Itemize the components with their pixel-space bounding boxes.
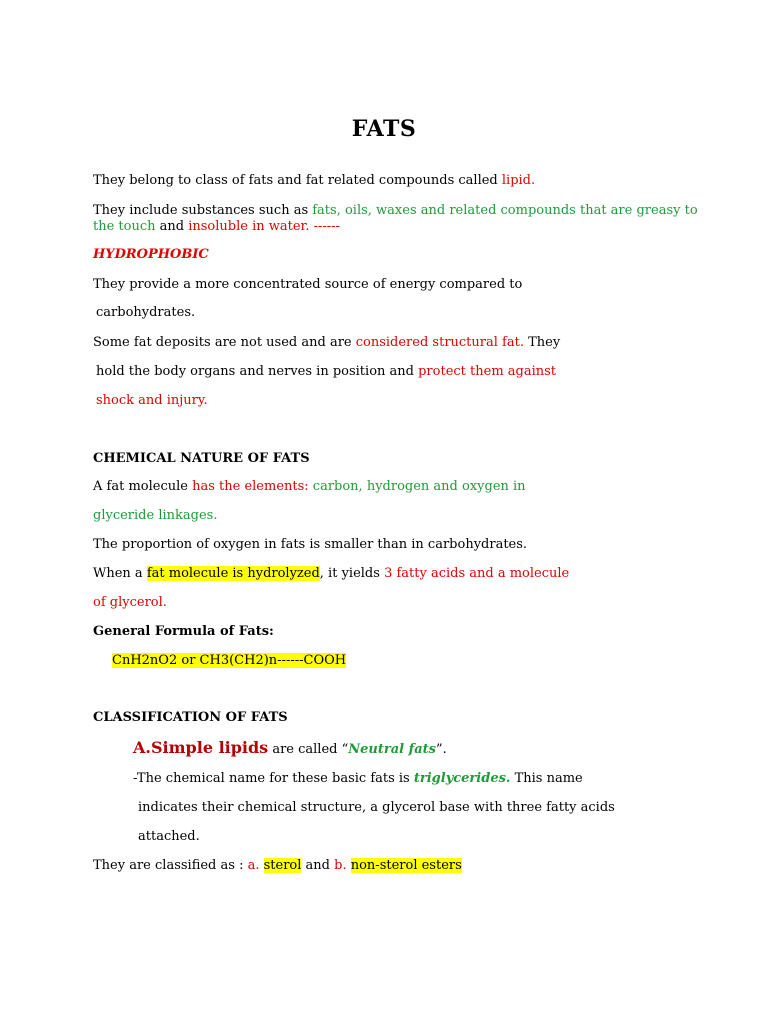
- term-has-elements: has the elements:: [192, 479, 309, 494]
- hydrophobic-label: HYDROPHOBIC: [93, 247, 209, 262]
- paragraph-oxygen: The proportion of oxygen in fats is smaller than in carbohydrates.: [93, 537, 528, 552]
- paragraph-triglycerides-line3: attached.: [138, 829, 200, 844]
- term-touch: the touch: [93, 219, 156, 234]
- term-substances: fats, oils, waxes and related compounds that are greasy to: [312, 203, 698, 218]
- text: They are classified as :: [93, 858, 248, 873]
- formula: [112, 652, 346, 670]
- text: They include substances such as: [93, 203, 313, 218]
- highlight-formula: CnH2nO2 or CH3(CH2)n------COOH: [112, 653, 347, 668]
- paragraph-triglycerides-line1: [133, 770, 583, 788]
- text: and: [155, 219, 189, 234]
- paragraph-elements-line1: [93, 478, 526, 496]
- simple-lipids-line: [133, 739, 447, 759]
- term-insoluble: insoluble in water. ------: [188, 219, 340, 234]
- section-heading-classification: CLASSIFICATION OF FATS: [93, 710, 288, 725]
- paragraph-elements-line2: glyceride linkages.: [93, 508, 218, 523]
- label-b: b.: [334, 858, 347, 873]
- text: hold the body organs and nerves in position and: [96, 364, 419, 379]
- paragraph-triglycerides-line2: indicates their chemical structure, a glycerol base with three fatty acids: [138, 800, 615, 815]
- paragraph-energy-line1: They provide a more concentrated source of energy compared to: [93, 277, 523, 292]
- text: -The chemical name for these basic fats is: [133, 771, 414, 786]
- text: They belong to class of fats and fat related compounds called: [93, 173, 502, 188]
- text: A fat molecule: [93, 479, 193, 494]
- text: and: [301, 858, 335, 873]
- term-elements: carbon, hydrogen and oxygen in: [308, 479, 526, 494]
- text: ”.: [435, 742, 447, 757]
- text: This name: [510, 771, 583, 786]
- text: , it yields: [319, 566, 385, 581]
- paragraph-hydrolysis-line2: of glycerol.: [93, 595, 167, 610]
- text: are called “: [268, 742, 349, 757]
- term-protect: protect them against: [418, 364, 557, 379]
- formula-heading: General Formula of Fats:: [93, 624, 274, 639]
- paragraph-lipid: [93, 172, 535, 190]
- term-triglycerides: triglycerides.: [413, 771, 511, 786]
- highlight-hydrolyzed: fat molecule is hydrolyzed: [146, 566, 320, 581]
- paragraph-structural-line3: shock and injury.: [96, 393, 208, 408]
- text: When a: [93, 566, 147, 581]
- text: Some fat deposits are not used and are: [93, 335, 356, 350]
- term-structural-fat: considered structural fat.: [355, 335, 524, 350]
- paragraph-structural-line2: [96, 363, 556, 381]
- text: They: [523, 335, 561, 350]
- highlight-non-sterol-esters: non-sterol esters: [350, 858, 462, 873]
- paragraph-energy-line2: carbohydrates.: [96, 305, 196, 320]
- label-a: a.: [247, 858, 260, 873]
- highlight-sterol: sterol: [263, 858, 302, 873]
- paragraph-substances-line2: [93, 218, 340, 236]
- term-lipid: lipid.: [501, 173, 536, 188]
- paragraph-hydrolysis-line1: [93, 565, 569, 583]
- paragraph-classified: [93, 857, 462, 875]
- page-title: FATS: [351, 116, 417, 142]
- section-heading-chemical-nature: CHEMICAL NATURE OF FATS: [93, 451, 310, 466]
- simple-lipids-label: A.Simple lipids: [133, 738, 269, 757]
- term-fatty-acids: 3 fatty acids and a molecule: [384, 566, 570, 581]
- term-neutral-fats: Neutral fats: [348, 742, 436, 757]
- paragraph-structural-line1: [93, 334, 560, 352]
